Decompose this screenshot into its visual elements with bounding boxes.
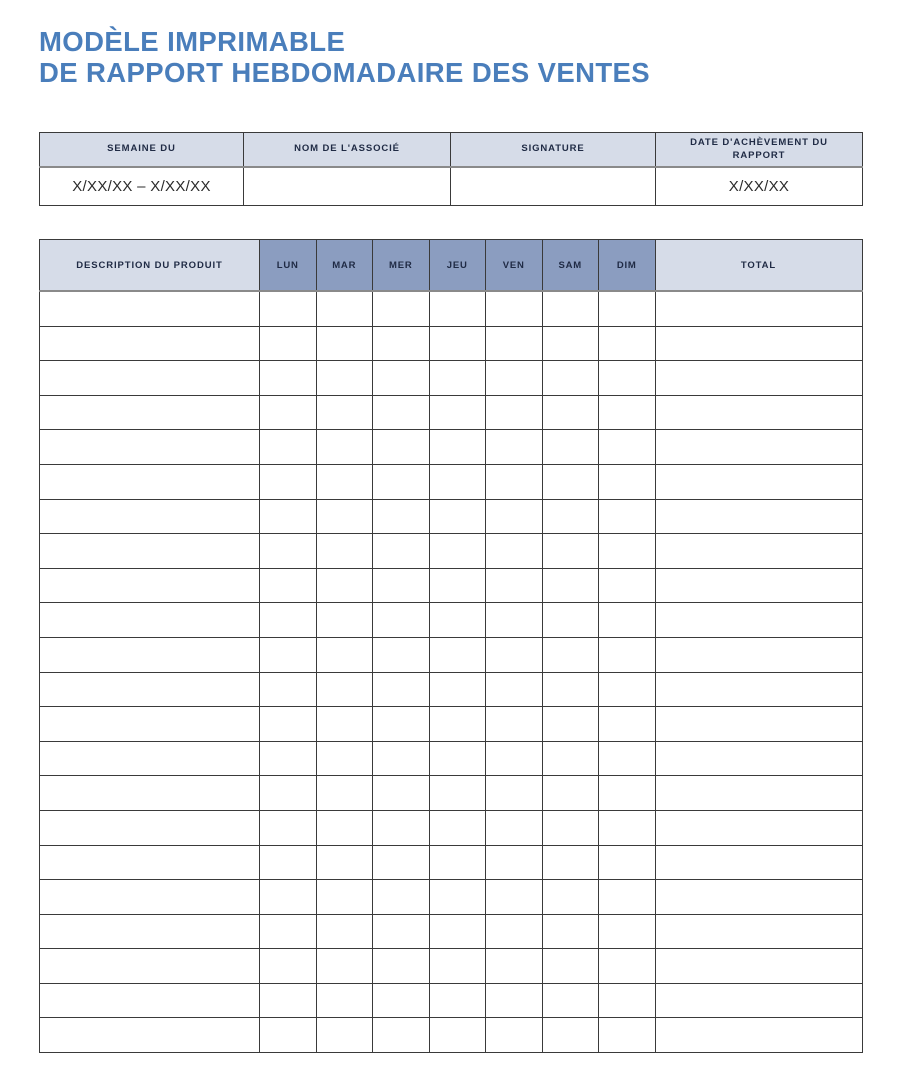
info-value-report-completion-date[interactable]: X/XX/XX [656,167,863,206]
page-title-line-1: MODÈLE IMPRIMABLE [39,26,346,57]
cell-day-value[interactable] [486,499,543,534]
cell-day-value[interactable] [373,914,430,949]
cell-day-value[interactable] [373,707,430,742]
cell-day-value[interactable] [373,949,430,984]
cell-day-value[interactable] [599,395,656,430]
cell-total[interactable] [655,776,862,811]
cell-day-value[interactable] [316,430,373,465]
cell-product-description[interactable] [40,430,260,465]
cell-day-value[interactable] [260,568,317,603]
cell-day-value[interactable] [429,637,486,672]
cell-day-value[interactable] [486,430,543,465]
cell-day-value[interactable] [542,672,599,707]
table-row [40,1018,863,1053]
cell-day-value[interactable] [316,395,373,430]
cell-day-value[interactable] [599,983,656,1018]
table-row [40,430,863,465]
cell-product-description[interactable] [40,603,260,638]
cell-day-value[interactable] [599,707,656,742]
cell-product-description[interactable] [40,776,260,811]
cell-product-description[interactable] [40,707,260,742]
cell-day-value[interactable] [260,637,317,672]
cell-day-value[interactable] [429,361,486,396]
cell-day-value[interactable] [542,464,599,499]
cell-day-value[interactable] [373,845,430,880]
table-row [40,637,863,672]
cell-day-value[interactable] [260,810,317,845]
cell-day-value[interactable] [599,603,656,638]
cell-day-value[interactable] [373,326,430,361]
cell-day-value[interactable] [429,983,486,1018]
cell-day-value[interactable] [486,568,543,603]
table-row [40,880,863,915]
cell-day-value[interactable] [316,672,373,707]
cell-day-value[interactable] [260,395,317,430]
cell-day-value[interactable] [373,499,430,534]
cell-day-value[interactable] [599,464,656,499]
cell-day-value[interactable] [316,361,373,396]
grid-header-product-description: DESCRIPTION DU PRODUIT [40,240,260,292]
cell-day-value[interactable] [542,707,599,742]
cell-day-value[interactable] [542,361,599,396]
info-value-week-of[interactable]: X/XX/XX – X/XX/XX [40,167,244,206]
cell-day-value[interactable] [316,776,373,811]
cell-day-value[interactable] [542,914,599,949]
cell-day-value[interactable] [316,845,373,880]
cell-day-value[interactable] [316,741,373,776]
table-row [40,534,863,569]
cell-day-value[interactable] [599,361,656,396]
cell-day-value[interactable] [599,430,656,465]
cell-day-value[interactable] [429,603,486,638]
cell-day-value[interactable] [373,291,430,326]
cell-day-value[interactable] [542,430,599,465]
cell-product-description[interactable] [40,880,260,915]
table-row [40,291,863,326]
cell-day-value[interactable] [599,949,656,984]
cell-day-value[interactable] [429,880,486,915]
cell-day-value[interactable] [260,499,317,534]
cell-day-value[interactable] [373,637,430,672]
cell-total[interactable] [655,949,862,984]
cell-day-value[interactable] [373,672,430,707]
cell-day-value[interactable] [373,810,430,845]
cell-day-value[interactable] [542,776,599,811]
cell-day-value[interactable] [542,291,599,326]
grid-header-day-tue: MAR [316,240,373,292]
cell-day-value[interactable] [486,983,543,1018]
cell-day-value[interactable] [429,395,486,430]
info-header-report-completion-date: DATE D'ACHÈVEMENT DU RAPPORT [656,133,863,168]
cell-total[interactable] [655,880,862,915]
cell-day-value[interactable] [260,914,317,949]
cell-day-value[interactable] [316,464,373,499]
cell-day-value[interactable] [373,361,430,396]
cell-day-value[interactable] [429,914,486,949]
cell-day-value[interactable] [429,430,486,465]
cell-day-value[interactable] [429,326,486,361]
cell-day-value[interactable] [486,395,543,430]
cell-day-value[interactable] [260,430,317,465]
cell-day-value[interactable] [316,534,373,569]
table-row [40,741,863,776]
cell-day-value[interactable] [486,326,543,361]
cell-day-value[interactable] [316,499,373,534]
info-table-header-row [40,133,863,168]
cell-day-value[interactable] [486,880,543,915]
cell-day-value[interactable] [542,845,599,880]
cell-day-value[interactable] [486,291,543,326]
cell-day-value[interactable] [599,1018,656,1053]
cell-day-value[interactable] [260,672,317,707]
cell-day-value[interactable] [316,810,373,845]
info-value-associate-name[interactable] [244,167,451,206]
page-title [39,26,839,88]
grid-header-day-mon: LUN [260,240,317,292]
cell-day-value[interactable] [542,1018,599,1053]
table-row [40,672,863,707]
table-row [40,776,863,811]
cell-day-value[interactable] [599,499,656,534]
cell-product-description[interactable] [40,914,260,949]
cell-day-value[interactable] [429,845,486,880]
cell-day-value[interactable] [260,741,317,776]
table-row [40,949,863,984]
cell-day-value[interactable] [542,880,599,915]
cell-product-description[interactable] [40,845,260,880]
cell-total[interactable] [655,603,862,638]
cell-day-value[interactable] [486,707,543,742]
table-row [40,395,863,430]
table-row [40,603,863,638]
cell-day-value[interactable] [542,499,599,534]
cell-day-value[interactable] [486,464,543,499]
cell-day-value[interactable] [316,291,373,326]
cell-product-description[interactable] [40,810,260,845]
cell-day-value[interactable] [599,845,656,880]
page-title-line-2: DE RAPPORT HEBDOMADAIRE DES VENTES [39,57,651,88]
cell-day-value[interactable] [260,326,317,361]
cell-day-value[interactable] [260,880,317,915]
cell-day-value[interactable] [599,568,656,603]
cell-day-value[interactable] [486,914,543,949]
cell-day-value[interactable] [542,741,599,776]
cell-product-description[interactable] [40,949,260,984]
cell-day-value[interactable] [316,568,373,603]
cell-day-value[interactable] [599,810,656,845]
cell-day-value[interactable] [373,395,430,430]
cell-day-value[interactable] [599,637,656,672]
cell-day-value[interactable] [429,291,486,326]
cell-total[interactable] [655,361,862,396]
cell-day-value[interactable] [429,464,486,499]
table-row [40,499,863,534]
cell-day-value[interactable] [429,534,486,569]
cell-product-description[interactable] [40,637,260,672]
cell-day-value[interactable] [542,603,599,638]
cell-day-value[interactable] [373,568,430,603]
cell-product-description[interactable] [40,741,260,776]
table-row [40,914,863,949]
cell-day-value[interactable] [260,776,317,811]
cell-product-description[interactable] [40,464,260,499]
cell-day-value[interactable] [316,949,373,984]
cell-day-value[interactable] [260,534,317,569]
cell-day-value[interactable] [542,810,599,845]
cell-day-value[interactable] [486,1018,543,1053]
cell-total[interactable] [655,291,862,326]
table-row [40,983,863,1018]
cell-day-value[interactable] [373,741,430,776]
cell-day-value[interactable] [260,845,317,880]
cell-product-description[interactable] [40,361,260,396]
info-header-signature: SIGNATURE [451,133,656,168]
cell-day-value[interactable] [542,983,599,1018]
cell-day-value[interactable] [373,880,430,915]
grid-header-day-thu: JEU [429,240,486,292]
report-info-table [39,132,863,206]
cell-day-value[interactable] [373,464,430,499]
table-row [40,568,863,603]
cell-day-value[interactable] [542,568,599,603]
cell-day-value[interactable] [486,603,543,638]
cell-day-value[interactable] [429,949,486,984]
cell-total[interactable] [655,499,862,534]
grid-header-row [40,240,863,292]
cell-day-value[interactable] [486,637,543,672]
cell-total[interactable] [655,326,862,361]
cell-day-value[interactable] [429,672,486,707]
cell-day-value[interactable] [542,395,599,430]
cell-day-value[interactable] [486,672,543,707]
cell-day-value[interactable] [316,1018,373,1053]
cell-day-value[interactable] [486,949,543,984]
table-row [40,845,863,880]
cell-day-value[interactable] [542,637,599,672]
cell-day-value[interactable] [260,291,317,326]
table-row [40,707,863,742]
info-header-week-of: SEMAINE DU [40,133,244,168]
cell-day-value[interactable] [260,707,317,742]
cell-total[interactable] [655,845,862,880]
cell-day-value[interactable] [316,914,373,949]
cell-day-value[interactable] [373,1018,430,1053]
cell-day-value[interactable] [373,983,430,1018]
cell-day-value[interactable] [260,361,317,396]
table-row [40,326,863,361]
grid-header-total: TOTAL [655,240,862,292]
cell-day-value[interactable] [599,326,656,361]
cell-day-value[interactable] [429,741,486,776]
cell-day-value[interactable] [486,776,543,811]
cell-day-value[interactable] [599,914,656,949]
cell-day-value[interactable] [260,949,317,984]
cell-day-value[interactable] [599,672,656,707]
cell-day-value[interactable] [316,707,373,742]
cell-day-value[interactable] [542,949,599,984]
cell-day-value[interactable] [429,810,486,845]
cell-day-value[interactable] [373,534,430,569]
cell-total[interactable] [655,430,862,465]
cell-day-value[interactable] [542,534,599,569]
cell-day-value[interactable] [599,741,656,776]
cell-product-description[interactable] [40,291,260,326]
cell-day-value[interactable] [373,776,430,811]
cell-total[interactable] [655,983,862,1018]
cell-day-value[interactable] [429,776,486,811]
cell-day-value[interactable] [429,568,486,603]
cell-product-description[interactable] [40,672,260,707]
cell-day-value[interactable] [486,810,543,845]
cell-day-value[interactable] [486,534,543,569]
cell-day-value[interactable] [429,1018,486,1053]
cell-product-description[interactable] [40,568,260,603]
cell-total[interactable] [655,568,862,603]
cell-product-description[interactable] [40,395,260,430]
cell-day-value[interactable] [260,983,317,1018]
cell-day-value[interactable] [429,707,486,742]
cell-total[interactable] [655,741,862,776]
cell-total[interactable] [655,534,862,569]
info-header-associate-name: NOM DE L'ASSOCIÉ [244,133,451,168]
cell-day-value[interactable] [542,326,599,361]
cell-day-value[interactable] [260,464,317,499]
cell-day-value[interactable] [486,741,543,776]
grid-table-body [40,291,863,1053]
cell-total[interactable] [655,707,862,742]
grid-header-day-wed: MER [373,240,430,292]
cell-total[interactable] [655,810,862,845]
cell-product-description[interactable] [40,534,260,569]
cell-day-value[interactable] [429,499,486,534]
cell-day-value[interactable] [316,637,373,672]
grid-header-day-sun: DIM [599,240,656,292]
cell-day-value[interactable] [260,603,317,638]
cell-day-value[interactable] [316,603,373,638]
table-row [40,464,863,499]
cell-product-description[interactable] [40,1018,260,1053]
cell-day-value[interactable] [599,291,656,326]
table-row [40,810,863,845]
table-row [40,361,863,396]
cell-day-value[interactable] [373,430,430,465]
cell-day-value[interactable] [599,776,656,811]
grid-header-day-fri: VEN [486,240,543,292]
cell-total[interactable] [655,395,862,430]
cell-product-description[interactable] [40,983,260,1018]
cell-day-value[interactable] [599,880,656,915]
cell-product-description[interactable] [40,326,260,361]
cell-day-value[interactable] [486,361,543,396]
cell-total[interactable] [655,637,862,672]
cell-day-value[interactable] [486,845,543,880]
info-value-signature[interactable] [451,167,656,206]
grid-header-day-sat: SAM [542,240,599,292]
weekly-sales-grid-table [39,239,863,1053]
cell-day-value[interactable] [316,326,373,361]
cell-total[interactable] [655,1018,862,1053]
info-table-value-row [40,167,863,206]
cell-product-description[interactable] [40,499,260,534]
cell-total[interactable] [655,672,862,707]
cell-day-value[interactable] [260,1018,317,1053]
cell-day-value[interactable] [373,603,430,638]
cell-day-value[interactable] [316,983,373,1018]
cell-day-value[interactable] [316,880,373,915]
cell-day-value[interactable] [599,534,656,569]
cell-total[interactable] [655,914,862,949]
cell-total[interactable] [655,464,862,499]
